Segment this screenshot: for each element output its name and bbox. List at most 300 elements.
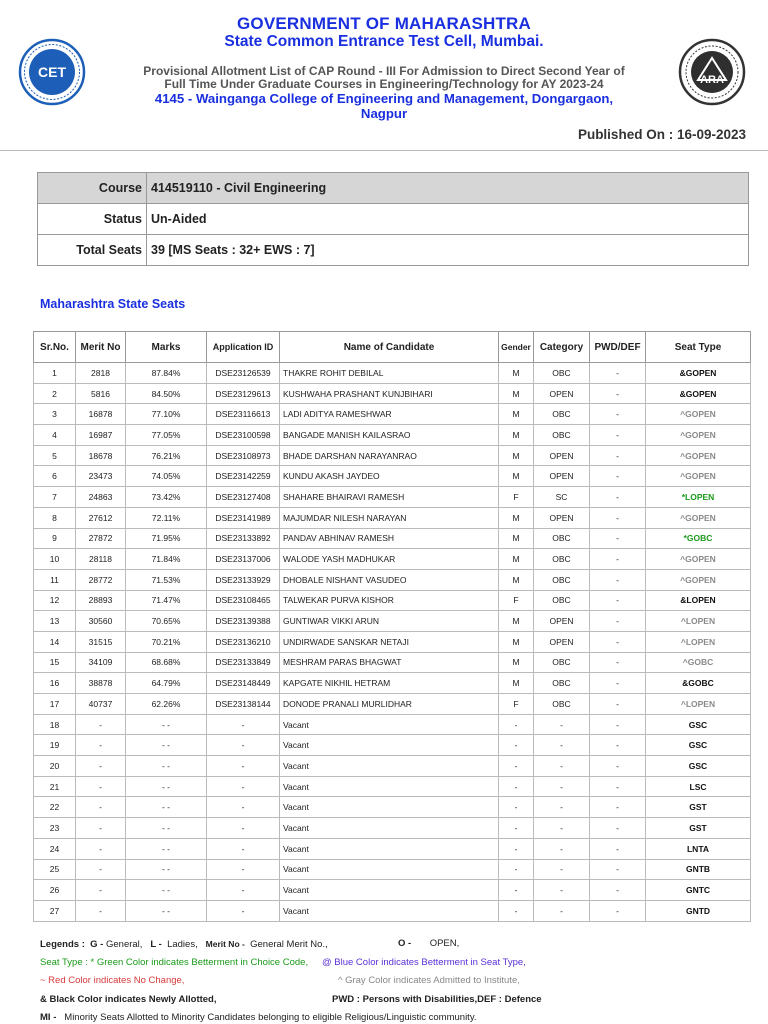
cell-application-id: DSE23126539 [207, 363, 280, 384]
cell-seat-type: GST [646, 797, 751, 818]
cell-sr-no: 11 [34, 569, 76, 590]
cell-seat-type: GSC [646, 756, 751, 777]
table-row [34, 549, 751, 570]
cell-pwd-def: - [590, 756, 646, 777]
cell-gender: - [499, 735, 534, 756]
cell-merit-no: - [76, 900, 126, 921]
cell-sr-no: 22 [34, 797, 76, 818]
cell-sr-no: 2 [34, 383, 76, 404]
cell-gender: - [499, 880, 534, 901]
course-label: Course [38, 173, 147, 204]
cell-pwd-def: - [590, 900, 646, 921]
cell-sr-no: 15 [34, 652, 76, 673]
table-row [34, 445, 751, 466]
cell-category: - [534, 838, 590, 859]
cell-pwd-def: - [590, 549, 646, 570]
cell-seat-type: &GOPEN [646, 383, 751, 404]
cell-marks: 71.53% [126, 569, 207, 590]
cell-pwd-def: - [590, 590, 646, 611]
cell-category: OBC [534, 549, 590, 570]
cell-pwd-def: - [590, 818, 646, 839]
cell-application-id: DSE23142259 [207, 466, 280, 487]
cell-merit-no: 23473 [76, 466, 126, 487]
cell-pwd-def: - [590, 776, 646, 797]
cell-seat-type: ^LOPEN [646, 631, 751, 652]
cell-marks: - - [126, 714, 207, 735]
cell-candidate-name: MESHRAM PARAS BHAGWAT [280, 652, 499, 673]
course-row [38, 173, 749, 204]
cell-merit-no: 2818 [76, 363, 126, 384]
cell-merit-no: - [76, 838, 126, 859]
legend-prefix: Legends : [40, 939, 85, 950]
cell-sr-no: 5 [34, 445, 76, 466]
cell-sr-no: 13 [34, 611, 76, 632]
cell-category: OBC [534, 363, 590, 384]
cell-seat-type: ^GOPEN [646, 445, 751, 466]
cell-application-id: DSE23138144 [207, 694, 280, 715]
table-row [34, 797, 751, 818]
cell-category: OPEN [534, 445, 590, 466]
cell-application-id: DSE23129613 [207, 383, 280, 404]
course-value: 414519110 - Civil Engineering [147, 173, 749, 204]
cell-application-id: DSE23133849 [207, 652, 280, 673]
cell-pwd-def: - [590, 797, 646, 818]
cell-application-id: - [207, 880, 280, 901]
cell-candidate-name: Vacant [280, 900, 499, 921]
table-row [34, 590, 751, 611]
cell-seat-type: &GOBC [646, 673, 751, 694]
header-divider [0, 150, 768, 151]
cell-merit-no: 24863 [76, 487, 126, 508]
legend-merit-value: General Merit No., [250, 939, 328, 950]
legend-pwd-text: PWD : Persons with Disabilities,DEF : Defence [332, 993, 542, 1005]
cell-application-id: DSE23141989 [207, 507, 280, 528]
cell-category: OPEN [534, 466, 590, 487]
cell-application-id: DSE23139388 [207, 611, 280, 632]
legend [40, 935, 760, 1024]
cell-marks: - - [126, 735, 207, 756]
course-info-table [37, 172, 749, 266]
cell-application-id: - [207, 797, 280, 818]
cell-seat-type: ^GOPEN [646, 569, 751, 590]
cell-category: OBC [534, 528, 590, 549]
cell-gender: M [499, 528, 534, 549]
cell-gender: M [499, 631, 534, 652]
col-header-name: Name of Candidate [280, 332, 499, 363]
cell-sr-no: 1 [34, 363, 76, 384]
cell-candidate-name: BHADE DARSHAN NARAYANRAO [280, 445, 499, 466]
cell-seat-type: ^GOPEN [646, 549, 751, 570]
cell-category: - [534, 714, 590, 735]
table-row [34, 611, 751, 632]
cell-candidate-name: MAJUMDAR NILESH NARAYAN [280, 507, 499, 528]
cell-marks: 73.42% [126, 487, 207, 508]
cell-marks: 87.84% [126, 363, 207, 384]
cell-candidate-name: Vacant [280, 859, 499, 880]
cell-merit-no: 18678 [76, 445, 126, 466]
status-value: Un-Aided [147, 204, 749, 235]
cell-seat-type: GNTB [646, 859, 751, 880]
col-header-pwd-def: PWD/DEF [590, 332, 646, 363]
cell-candidate-name: KUSHWAHA PRASHANT KUNJBIHARI [280, 383, 499, 404]
table-row [34, 528, 751, 549]
cell-marks: 71.84% [126, 549, 207, 570]
cell-merit-no: 27872 [76, 528, 126, 549]
col-header-marks: Marks [126, 332, 207, 363]
cell-merit-no: 38878 [76, 673, 126, 694]
cell-category: - [534, 735, 590, 756]
cell-marks: 70.21% [126, 631, 207, 652]
cell-pwd-def: - [590, 673, 646, 694]
table-row [34, 756, 751, 777]
cell-candidate-name: GUNTIWAR VIKKI ARUN [280, 611, 499, 632]
cell-marks: 70.65% [126, 611, 207, 632]
allotment-title-line-2: Full Time Under Graduate Courses in Engineering/Technology for AY 2023-24 [164, 77, 604, 91]
cell-sr-no: 25 [34, 859, 76, 880]
cell-candidate-name: PANDAV ABHINAV RAMESH [280, 528, 499, 549]
cell-gender: M [499, 363, 534, 384]
cell-pwd-def: - [590, 569, 646, 590]
cell-category: - [534, 900, 590, 921]
cell-gender: F [499, 694, 534, 715]
table-row [34, 735, 751, 756]
cell-merit-no: - [76, 714, 126, 735]
cell-candidate-name: Vacant [280, 797, 499, 818]
cell-seat-type: ^GOPEN [646, 507, 751, 528]
cell-merit-no: - [76, 776, 126, 797]
cell-candidate-name: Vacant [280, 818, 499, 839]
cell-seat-type: ^GOBC [646, 652, 751, 673]
cell-marks: 77.10% [126, 404, 207, 425]
cell-category: OBC [534, 694, 590, 715]
cell-category: OPEN [534, 507, 590, 528]
cell-sr-no: 6 [34, 466, 76, 487]
legend-g-value: General, [106, 939, 143, 950]
cell-merit-no: 31515 [76, 631, 126, 652]
cell-seat-type: ^LOPEN [646, 611, 751, 632]
legend-merit-key: Merit No - [205, 939, 245, 949]
cell-sr-no: 21 [34, 776, 76, 797]
cell-candidate-name: DONODE PRANALI MURLIDHAR [280, 694, 499, 715]
cell-candidate-name: Vacant [280, 735, 499, 756]
cell-application-id: DSE23127408 [207, 487, 280, 508]
cell-gender: - [499, 859, 534, 880]
cell-seat-type: ^GOPEN [646, 425, 751, 446]
cell-pwd-def: - [590, 363, 646, 384]
allotment-table [33, 331, 751, 922]
cell-application-id: DSE23133929 [207, 569, 280, 590]
legend-blue-text: @ Blue Color indicates Betterment in Seat Type, [322, 956, 526, 968]
cell-gender: - [499, 756, 534, 777]
cell-category: OBC [534, 425, 590, 446]
cell-candidate-name: BANGADE MANISH KAILASRAO [280, 425, 499, 446]
legend-l-value: Ladies, [167, 939, 198, 950]
cell-gender: M [499, 425, 534, 446]
legend-black-text: & Black Color indicates Newly Allotted, [40, 993, 217, 1005]
col-header-merit-no: Merit No [76, 332, 126, 363]
cell-merit-no: - [76, 818, 126, 839]
cell-application-id: DSE23148449 [207, 673, 280, 694]
cell-candidate-name: DHOBALE NISHANT VASUDEO [280, 569, 499, 590]
cell-category: - [534, 818, 590, 839]
cell-candidate-name: THAKRE ROHIT DEBILAL [280, 363, 499, 384]
cell-sr-no: 16 [34, 673, 76, 694]
cell-candidate-name: KAPGATE NIKHIL HETRAM [280, 673, 499, 694]
cell-pwd-def: - [590, 445, 646, 466]
cell-marks: 71.95% [126, 528, 207, 549]
cell-sr-no: 17 [34, 694, 76, 715]
cell-category: OBC [534, 673, 590, 694]
table-row [34, 569, 751, 590]
cell-pwd-def: - [590, 507, 646, 528]
cell-marks: 62.26% [126, 694, 207, 715]
cell-seat-type: GNTD [646, 900, 751, 921]
cell-pwd-def: - [590, 487, 646, 508]
cell-application-id: - [207, 776, 280, 797]
cell-gender: M [499, 549, 534, 570]
cell-merit-no: 28118 [76, 549, 126, 570]
cell-merit-no: 40737 [76, 694, 126, 715]
table-row [34, 487, 751, 508]
cell-application-id: - [207, 818, 280, 839]
table-row [34, 900, 751, 921]
cell-merit-no: 27612 [76, 507, 126, 528]
col-header-sr-no: Sr.No. [34, 332, 76, 363]
table-row [34, 714, 751, 735]
col-header-gender: Gender [499, 332, 534, 363]
cell-application-id: DSE23108465 [207, 590, 280, 611]
cell-marks: - - [126, 797, 207, 818]
cell-category: - [534, 797, 590, 818]
cell-candidate-name: LADI ADITYA RAMESHWAR [280, 404, 499, 425]
cell-seat-type: &GOPEN [646, 363, 751, 384]
cell-candidate-name: TALWEKAR PURVA KISHOR [280, 590, 499, 611]
cell-category: OBC [534, 652, 590, 673]
cell-marks: 64.79% [126, 673, 207, 694]
cell-marks: 84.50% [126, 383, 207, 404]
legend-l-key: L - [150, 939, 162, 950]
cell-candidate-name: Vacant [280, 756, 499, 777]
cell-category: OBC [534, 590, 590, 611]
cell-sr-no: 8 [34, 507, 76, 528]
cell-sr-no: 27 [34, 900, 76, 921]
government-title: GOVERNMENT OF MAHARASHTRA [237, 14, 531, 33]
cell-pwd-def: - [590, 466, 646, 487]
cell-marks: - - [126, 900, 207, 921]
cell-application-id: DSE23133892 [207, 528, 280, 549]
cell-sr-no: 14 [34, 631, 76, 652]
cell-candidate-name: UNDIRWADE SANSKAR NETAJI [280, 631, 499, 652]
cell-sr-no: 19 [34, 735, 76, 756]
cell-candidate-name: Vacant [280, 880, 499, 901]
cell-application-id: - [207, 838, 280, 859]
cell-merit-no: 30560 [76, 611, 126, 632]
cell-candidate-name: Vacant [280, 714, 499, 735]
legend-o-value: OPEN, [429, 938, 460, 949]
cell-merit-no: 28893 [76, 590, 126, 611]
cell-marks: - - [126, 880, 207, 901]
table-row [34, 631, 751, 652]
cell-gender: F [499, 487, 534, 508]
cell-pwd-def: - [590, 838, 646, 859]
cell-category: OBC [534, 569, 590, 590]
cell-gender: M [499, 383, 534, 404]
cell-pwd-def: - [590, 880, 646, 901]
status-row [38, 204, 749, 235]
cell-category: OPEN [534, 383, 590, 404]
table-row [34, 425, 751, 446]
cell-application-id: - [207, 900, 280, 921]
cell-gender: M [499, 652, 534, 673]
cell-application-id: DSE23137006 [207, 549, 280, 570]
cell-gender: - [499, 714, 534, 735]
cell-sr-no: 26 [34, 880, 76, 901]
cell-candidate-name: Vacant [280, 776, 499, 797]
college-name [120, 92, 648, 121]
cell-gender: - [499, 797, 534, 818]
table-row [34, 694, 751, 715]
legend-o-key: O - [398, 938, 412, 949]
table-row [34, 818, 751, 839]
cell-seat-type: GST [646, 818, 751, 839]
cell-sr-no: 9 [34, 528, 76, 549]
cell-pwd-def: - [590, 404, 646, 425]
total-seats-label: Total Seats [38, 235, 147, 266]
cell-seat-type: GSC [646, 714, 751, 735]
cell-gender: - [499, 776, 534, 797]
cell-sr-no: 20 [34, 756, 76, 777]
table-row [34, 507, 751, 528]
cell-pwd-def: - [590, 735, 646, 756]
cell-category: OPEN [534, 631, 590, 652]
cell-gender: M [499, 611, 534, 632]
table-row [34, 404, 751, 425]
cell-marks: - - [126, 776, 207, 797]
table-row [34, 880, 751, 901]
cell-category: - [534, 756, 590, 777]
legend-line-1 [40, 935, 760, 954]
table-row [34, 859, 751, 880]
cell-marks: - - [126, 756, 207, 777]
cell-gender: - [499, 818, 534, 839]
cell-category: SC [534, 487, 590, 508]
cell-merit-no: - [76, 859, 126, 880]
cet-cell-title: State Common Entrance Test Cell, Mumbai. [224, 33, 544, 50]
cell-merit-no: - [76, 735, 126, 756]
legend-gray-text: ^ Gray Color indicates Admitted to Institute, [338, 975, 520, 986]
table-header-row [34, 332, 751, 363]
section-title: Maharashtra State Seats [40, 297, 186, 311]
cell-gender: - [499, 900, 534, 921]
cell-sr-no: 7 [34, 487, 76, 508]
cell-marks: 76.21% [126, 445, 207, 466]
cell-gender: M [499, 445, 534, 466]
cell-application-id: DSE23108973 [207, 445, 280, 466]
table-row [34, 363, 751, 384]
cell-merit-no: 5816 [76, 383, 126, 404]
table-row [34, 838, 751, 859]
allotment-title-line-1: Provisional Allotment List of CAP Round - III For Admission to Direct Second Year of [143, 64, 625, 78]
cell-seat-type: ^GOPEN [646, 404, 751, 425]
col-header-seat-type: Seat Type [646, 332, 751, 363]
cell-pwd-def: - [590, 652, 646, 673]
cell-pwd-def: - [590, 425, 646, 446]
cell-marks: - - [126, 818, 207, 839]
ara-logo-icon [678, 38, 746, 106]
cell-sr-no: 10 [34, 549, 76, 570]
cell-application-id: - [207, 714, 280, 735]
cell-merit-no: - [76, 756, 126, 777]
total-seats-row [38, 235, 749, 266]
cell-merit-no: 28772 [76, 569, 126, 590]
cell-sr-no: 23 [34, 818, 76, 839]
allotment-list-title [120, 65, 648, 91]
cell-sr-no: 12 [34, 590, 76, 611]
cell-pwd-def: - [590, 859, 646, 880]
ara-logo-text: ARA [700, 74, 724, 86]
legend-line-2 [40, 954, 760, 973]
cell-category: OPEN [534, 611, 590, 632]
cell-pwd-def: - [590, 383, 646, 404]
cell-seat-type: LSC [646, 776, 751, 797]
cell-gender: M [499, 404, 534, 425]
cell-gender: M [499, 466, 534, 487]
legend-line-5 [40, 1009, 760, 1024]
table-body [34, 363, 751, 922]
cell-seat-type: ^LOPEN [646, 694, 751, 715]
cell-merit-no: 34109 [76, 652, 126, 673]
cell-candidate-name: SHAHARE BHAIRAVI RAMESH [280, 487, 499, 508]
table-row [34, 652, 751, 673]
cell-seat-type: *GOBC [646, 528, 751, 549]
cell-marks: - - [126, 859, 207, 880]
cell-marks: 68.68% [126, 652, 207, 673]
legend-line-3 [40, 972, 760, 991]
cell-gender: M [499, 673, 534, 694]
cell-gender: M [499, 507, 534, 528]
cell-candidate-name: KUNDU AKASH JAYDEO [280, 466, 499, 487]
cell-category: - [534, 859, 590, 880]
cell-marks: - - [126, 838, 207, 859]
cell-marks: 72.11% [126, 507, 207, 528]
cell-pwd-def: - [590, 694, 646, 715]
legend-red-text: ~ Red Color indicates No Change, [40, 975, 185, 986]
cell-candidate-name: WALODE YASH MADHUKAR [280, 549, 499, 570]
cell-sr-no: 18 [34, 714, 76, 735]
cell-seat-type: GSC [646, 735, 751, 756]
cell-application-id: DSE23116613 [207, 404, 280, 425]
cet-logo-text: CET [38, 64, 66, 80]
cell-category: - [534, 776, 590, 797]
cell-pwd-def: - [590, 611, 646, 632]
cell-seat-type: *LOPEN [646, 487, 751, 508]
cell-application-id: DSE23100598 [207, 425, 280, 446]
cell-category: - [534, 880, 590, 901]
cell-marks: 74.05% [126, 466, 207, 487]
cell-application-id: DSE23136210 [207, 631, 280, 652]
total-seats-value: 39 [MS Seats : 32+ EWS : 7] [147, 235, 749, 266]
page-header [0, 0, 768, 150]
col-header-application-id: Application ID [207, 332, 280, 363]
cell-pwd-def: - [590, 631, 646, 652]
college-name-line-1: 4145 - Wainganga College of Engineering and Management, Dongargaon, [154, 91, 614, 106]
cell-category: OBC [534, 404, 590, 425]
cell-pwd-def: - [590, 528, 646, 549]
cell-seat-type: GNTC [646, 880, 751, 901]
table-row [34, 466, 751, 487]
legend-g-key: G - [90, 939, 104, 950]
cell-merit-no: 16987 [76, 425, 126, 446]
